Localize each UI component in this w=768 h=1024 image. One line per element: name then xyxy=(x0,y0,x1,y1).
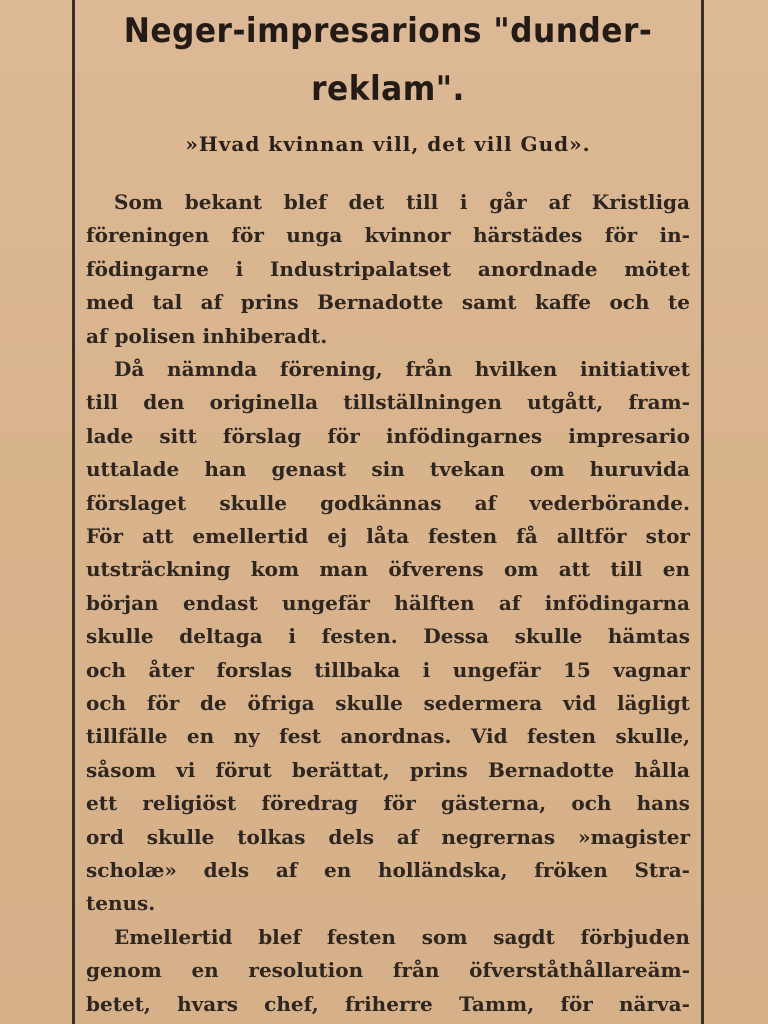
article-line: uttalade han genast sin tvekan om huruvida xyxy=(86,457,690,482)
article-line: Som bekant blef det till i går af Kristliga xyxy=(114,190,690,214)
article-line: förslaget skulle godkännas af vederbörande. xyxy=(86,490,690,515)
article-line: lade sitt förslag för infödingarnes impresario xyxy=(86,423,690,448)
subheading: »Hvad kvinnan vill, det vill Gud». xyxy=(185,132,591,156)
headline-line-1: Neger-impresarions "dunder- xyxy=(123,11,653,51)
column-rule-right xyxy=(701,0,704,1024)
article-line: ord skulle tolkas dels af negrernas »magister xyxy=(86,824,690,849)
article-line: För att emellertid ej låta festen få alltför stor xyxy=(86,524,690,548)
article-line: utsträckning kom man öfverens om att till en xyxy=(86,557,690,582)
article-line: tenus. xyxy=(86,891,156,916)
article-line: födingarne i Industripalatset anordnade mötet xyxy=(86,256,690,281)
article-line: början endast ungefär hälften af infödingarna xyxy=(86,590,690,615)
article-line: Då nämnda förening, från hvilken initiativet xyxy=(114,357,690,381)
article-line: ett religiöst föredrag för gästerna, och hans xyxy=(86,791,690,816)
article-line: betet, hvars chef, friherre Tamm, för närva- xyxy=(86,991,690,1016)
article-line: och för de öfriga skulle sedermera vid lägligt xyxy=(86,691,690,715)
article-line: till den originella tillställningen utgått, fram- xyxy=(86,390,690,415)
article-line: såsom vi förut berättat, prins Bernadotte hålla xyxy=(86,757,690,782)
headline-line-2: reklam". xyxy=(311,69,465,109)
article-line: genom en resolution från öfverståthållareäm- xyxy=(86,958,690,983)
article-line: skulle deltaga i festen. Dessa skulle hämtas xyxy=(86,624,690,649)
article-line: föreningen för unga kvinnor härstädes för in- xyxy=(86,223,690,248)
article-line: med tal af prins Bernadotte samt kaffe och te xyxy=(86,290,690,315)
article-line: Emellertid blef festen som sagdt förbjuden xyxy=(114,924,690,949)
article-line: scholæ» dels af en holländska, fröken Stra- xyxy=(86,858,690,882)
article-line: tillfälle en ny fest anordnas. Vid festen skulle, xyxy=(86,724,690,749)
column-rule-left xyxy=(72,0,75,1024)
article-line: af polisen inhiberadt. xyxy=(86,323,328,348)
article-line: och åter forslas tillbaka i ungefär 15 vagnar xyxy=(86,657,690,682)
